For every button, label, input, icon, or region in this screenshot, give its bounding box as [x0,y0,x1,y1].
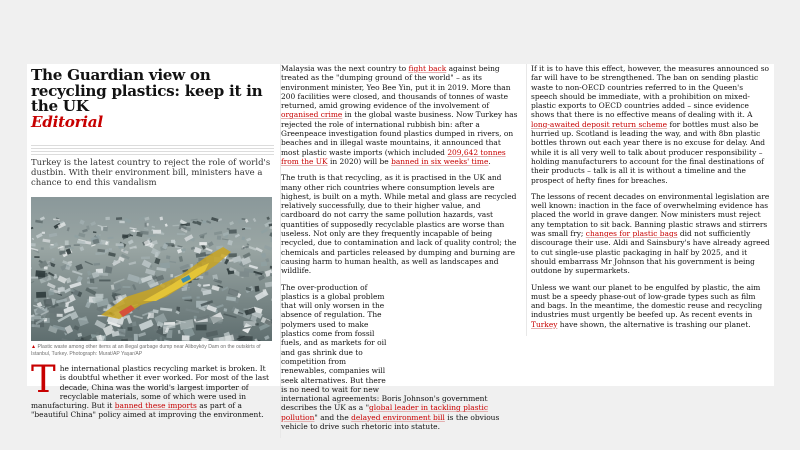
caption-triangle-icon: ▲ [31,344,37,350]
article-title [31,68,274,130]
paragraph-text: in 2020) will be [327,156,392,166]
paragraph-text: as part of a "beautiful China" policy aimed at improving the environment. [31,401,264,420]
paragraph-text: is the obvious vehicle to drive such rhetoric into statute. [281,412,500,431]
paragraph-text: did not sufficiently discourage their use. Aldi and Sainsbury's have already agreed to cut single-use plastic packaging in half by 2025, and it should embarrass Mr Johnson that his government is being outdone by supermarkets. [531,229,770,276]
link-fight-back[interactable]: fight back [408,64,447,73]
col3-body [527,64,770,329]
paragraph: The truth is that recycling, as it is practised in the UK and many other rich countries where consumption levels are highest, is built on a myth. While metal and glass are recycled relatively successfully, due to their higher value, and cardboard do not carry the same pollution hazards, vast quantities of supposedly recyclable plastics are worse than useless. Not only are they frequently incapable of being recycled, due to contamination and lack of quality control; the chemicals and particles released by dumping and burning are causing harm to human health, as well as landscapes and wildlife. [281,173,517,276]
editorial-kicker: Editorial [31,112,103,131]
link-deposit-return[interactable]: long-awaited deposit return scheme [531,119,668,129]
link-environment-bill[interactable]: delayed environment bill [351,412,445,422]
paragraph-text: for bottles must also be hurried up. Scotland is leading the way, and with 8bn plastic bottles thrown out each year there is no excuse for delay. And while it is all very well to talk about producer responsibility – holding manufacturers to account for the final destinations of their products – talk is all it is without a timeline and the prospect of hefty fines for breaches. [531,119,766,185]
article-column-3 [526,64,770,336]
link-banned-imports[interactable]: banned these imports [114,401,197,411]
link-organised-crime[interactable]: organised crime [281,110,343,120]
paragraph-text: against being treated as the "dumping ground of the world" – as its environment minister, Yeo Bee Yin, put it in 2019. More than 200 facilities were closed, and thousands of tonnes of waste returned, amid growing evidence of the involvement of [281,64,511,111]
paragraph-text: The over-production of plastics is a global problem that will only worsen in the absence of regulation. The polymers used to make plastics come from fossil fuels, and as markets for oil and gas shrink due to competition from renewables, companies will seek alternatives. But there is no need to wait for new international agreements: Boris Johnson's government describes the UK as a " [281,282,488,413]
paragraph-text: in the global waste business. Now Turkey has rejected the role of international rubbish bin: after a Greenpeace investigation found plastics dumped in rivers, on beaches and in illegal waste mountains, it announced that most plastic waste imports (which included [281,110,518,157]
link-plastic-bags[interactable]: changes for plastic bags [585,229,678,239]
caption-text: Plastic waste among other items at an illegal garbage dump near Aliboyköy Dam on the outskirts of Istanbul, Turkey. Photograph: Murat/AP Yaşar/AP [31,344,261,357]
paragraph-text: he international plastics recycling market is broken. It is doubtful whether it ever worked. For most of the last decade, China was the world's largest importer of recyclable materials, some of which were used in manufacturing. But it [31,364,270,411]
article-page [27,64,774,431]
link-banned-six-weeks[interactable]: banned in six weeks' time [391,156,489,166]
article-column-1 [31,64,274,427]
paragraph [531,283,770,329]
article-column-2 [280,64,520,438]
standfirst: Turkey is the latest country to reject the role of world's dustbin. With their environment bill, ministers have a chance to end this vandalism [31,158,271,188]
divider-rules [31,145,274,156]
paragraph [531,64,770,185]
col2-body [281,64,520,431]
drop-cap: T [31,358,56,401]
paragraph-text: have shown, the alternative is trashing our planet. [557,319,751,329]
paragraph-text: The lessons of recent decades on environmental legislation are well known: inaction in the face of overwhelming evidence has placed the world in grave danger. Now ministers must reject any temptation to sit back. Banning plastic straws and stirrers was small fry; [531,191,770,239]
ad-slot [398,283,520,386]
paragraph [281,283,520,432]
paragraph [281,64,520,166]
paragraph-text: Unless we want our planet to be engulfed by plastic, the aim must be a speedy phase-out of low-grade types such as film and bags. In the meantime, the domestic reuse and recycling industries must urgently be beefed up. As recent events in [531,282,763,320]
paragraph-text: " and the [314,412,352,422]
headline: The Guardian view on recycling plastics: keep it in the UK [31,66,263,115]
link-turkey[interactable]: Turkey [531,319,558,329]
article-photo[interactable] [31,197,272,341]
paragraph-text: . [488,156,491,166]
paragraph-text: Malaysia was the next country to [281,64,409,73]
link-uk-tonnes[interactable]: 209,642 tonnes from the UK [281,147,506,166]
photo-caption [31,344,274,358]
link-global-leader[interactable]: global leader in tackling plastic pollution [281,403,489,422]
plastic-waste-photo [31,197,272,341]
col1-body [31,358,274,420]
paragraph [531,192,770,276]
paragraph-text: If it is to have this effect, however, the measures announced so far will have to be strengthened. The ban on sending plastic waste to non-OECD countries referred to in the Queen's speech should be immediate, with a prohibition on mixed-plastic exports to OECD countries added – since evidence shows that there is no effective means of dealing with it. A [531,64,770,120]
